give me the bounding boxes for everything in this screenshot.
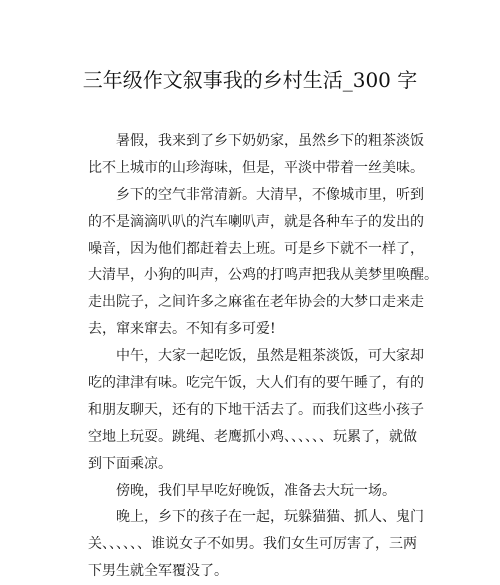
essay-line: 吃的津津有味。吃完午饭，大人们有的要午睡了，有的 [88,375,424,392]
essay-body [88,128,438,585]
essay-line: 下男生就全军覆没了。 [88,563,228,580]
essay-line: 去，窜来窜去。不知有多可爱! [88,321,276,338]
essay-line: 到下面乘凉。 [88,455,172,472]
essay-line: 大清早，小狗的叫声，公鸡的打鸣声把我从美梦里唤醒。 [88,267,438,284]
essay-line: 傍晚，我们早早吃好晚饭，准备去大玩一场。 [116,482,396,499]
essay-line: 晚上，乡下的孩子在一起，玩躲猫猫、抓人、鬼门 [116,509,424,526]
essay-line: 的不是滴滴叭叭的汽车喇叭声，就是各种车子的发出的 [88,213,424,230]
essay-line: 中午，大家一起吃饭，虽然是粗茶淡饭，可大家却 [116,348,424,365]
document-title: 三年级作文叙事我的乡村生活_300 字 [82,68,418,92]
essay-line: 和朋友聊天，还有的下地干活去了。而我们这些小孩子 [88,401,424,418]
essay-line: 关、、、、、、谁说女子不如男。我们女生可厉害了，三两 [88,536,417,553]
essay-line: 比不上城市的山珍海味，但是，平淡中带着一丝美味。 [88,159,424,176]
essay-line: 噪音，因为他们都赶着去上班。可是乡下就不一样了， [88,240,424,257]
essay-line: 走出院子，之间许多之麻雀在老年协会的大梦口走来走 [88,294,424,311]
essay-line: 乡下的空气非常清新。大清早，不像城市里，听到 [116,186,424,203]
essay-line: 暑假，我来到了乡下奶奶家，虽然乡下的粗茶淡饭 [116,133,424,149]
essay-line: 空地上玩耍。跳绳、老鹰抓小鸡、、、、、、玩累了，就做 [88,428,417,445]
